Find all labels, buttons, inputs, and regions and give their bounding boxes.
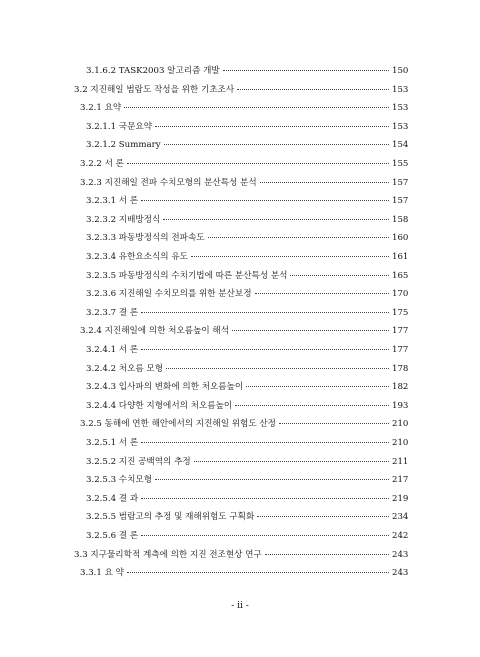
toc-entry-title: 3.2.4.3 입사파의 변화에 의한 처오름높이 xyxy=(86,382,244,393)
toc-entry-page: 160 xyxy=(392,233,409,244)
toc-entry-title: 3.2 지진해일 범람도 작성을 위한 기초조사 xyxy=(74,84,235,95)
toc-entry-title: 3.2.1 요약 xyxy=(80,103,122,114)
toc-entry-page: 217 xyxy=(392,475,409,486)
toc-dot-leader xyxy=(166,368,389,369)
toc-entry-page: 177 xyxy=(392,345,409,355)
toc-entry xyxy=(86,436,408,450)
toc-dot-leader xyxy=(124,107,389,108)
toc-entry-title: 3.2.5 동해에 연한 해안에서의 지진해일 위험도 산정 xyxy=(80,419,276,430)
toc-dot-leader xyxy=(257,516,389,517)
toc-dot-leader xyxy=(235,405,389,406)
toc-entry-title: 3.2.4.1 서 론 xyxy=(86,345,139,355)
toc-dot-leader xyxy=(279,423,389,424)
toc-entry-title: 3.2.3 지진해일 전파 수치모형의 분산특성 분석 xyxy=(80,177,257,188)
toc-entry-title: 3.2.3.4 유한요소식의 유도 xyxy=(86,252,188,262)
toc-entry xyxy=(86,343,408,357)
toc-dot-leader xyxy=(232,330,389,331)
toc-entry-page: 154 xyxy=(392,140,409,151)
toc-entry-title: 3.2.5.5 범람고의 추정 및 재해위험도 구획화 xyxy=(86,512,255,523)
toc-dot-leader xyxy=(194,461,389,462)
toc-dot-leader xyxy=(155,479,389,480)
toc-dot-leader xyxy=(164,144,389,145)
toc-entry-page: 165 xyxy=(392,270,409,281)
toc-entry-page: 157 xyxy=(392,177,409,188)
toc-entry-title: 3.2.4.2 처오름 모형 xyxy=(86,363,164,374)
toc-entry-title: 3.2.5.2 지진 공백역의 추정 xyxy=(86,456,191,467)
toc-entry xyxy=(86,455,408,469)
toc-dot-leader xyxy=(208,237,389,238)
toc-entry-page: 177 xyxy=(392,326,409,337)
toc-entry xyxy=(74,548,408,562)
toc-entry-page: 157 xyxy=(392,196,409,207)
toc-dot-leader xyxy=(237,89,389,90)
toc-entry-page: 153 xyxy=(392,103,409,114)
toc-dot-leader xyxy=(260,182,389,183)
toc-entry-page: 182 xyxy=(392,382,409,393)
toc-dot-leader xyxy=(141,535,389,536)
toc-dot-leader xyxy=(141,498,389,499)
toc-entry xyxy=(80,176,408,190)
toc-entry-page: 193 xyxy=(392,400,409,411)
toc-entry-title: 3.2.5.1 서 론 xyxy=(86,438,139,448)
toc-entry-page: 243 xyxy=(392,549,409,560)
toc-entry-page: 178 xyxy=(392,363,409,374)
toc-entry-page: 219 xyxy=(392,493,409,504)
toc-dot-leader xyxy=(163,219,389,220)
toc-entry-title: 3.2.3.5 파동방정식의 수치기법에 따른 분산특성 분석 xyxy=(86,270,288,281)
toc-entry xyxy=(86,250,408,264)
toc-entry xyxy=(80,101,408,115)
toc-entry-page: 242 xyxy=(392,531,409,541)
toc-entry xyxy=(80,566,408,580)
toc-dot-leader xyxy=(127,163,389,164)
toc-entry-page: 175 xyxy=(392,307,409,318)
toc-entry-page: 155 xyxy=(392,159,409,169)
toc-entry-title: 3.3.1 요 약 xyxy=(80,568,124,579)
toc-entry-page: 153 xyxy=(392,121,409,132)
toc-entry-title: 3.2.4 지진해일에 의한 처오름높이 해석 xyxy=(80,326,230,337)
toc-entry-title: 3.1.6.2 TASK2003 알고리즘 개발 xyxy=(86,66,220,76)
toc-entry-page: 210 xyxy=(392,419,409,430)
toc-dot-leader xyxy=(141,349,389,350)
toc-dot-leader xyxy=(155,126,389,127)
toc-entry xyxy=(86,231,408,245)
toc-dot-leader xyxy=(265,554,389,555)
toc-entry xyxy=(86,380,408,394)
toc-entry-title: 3.2.2 서 론 xyxy=(80,159,124,169)
toc-entry-title: 3.2.1.1 국문요약 xyxy=(86,121,153,132)
toc-entry xyxy=(80,157,408,171)
toc-entry-page: 211 xyxy=(392,456,409,467)
toc-entry-title: 3.2.3.1 서 론 xyxy=(86,196,139,207)
toc-dot-leader xyxy=(223,70,389,71)
toc-entry xyxy=(86,529,408,543)
toc-entry xyxy=(86,399,408,413)
toc-entry xyxy=(80,417,408,431)
toc-entry xyxy=(86,287,408,301)
toc-entry xyxy=(86,138,408,152)
toc-entry-page: 150 xyxy=(392,66,409,76)
toc-dot-leader xyxy=(255,293,389,294)
toc-entry-title: 3.2.3.2 지배방정식 xyxy=(86,214,161,225)
toc-entry xyxy=(86,492,408,506)
toc-entry-page: 170 xyxy=(392,289,409,300)
toc-entry-title: 3.2.3.7 결 론 xyxy=(86,307,139,318)
toc-entry xyxy=(86,306,408,320)
toc-entry-title: 3.2.4.4 다양한 지형에서의 처오름높이 xyxy=(86,400,233,411)
toc-entry-page: 153 xyxy=(392,84,409,95)
toc-entry xyxy=(86,362,408,376)
toc-entry xyxy=(86,269,408,283)
toc-dot-leader xyxy=(141,312,389,313)
toc-entry xyxy=(86,120,408,134)
toc-entry-page: 158 xyxy=(392,214,409,225)
toc-dot-leader xyxy=(127,572,389,573)
toc-entry xyxy=(86,213,408,227)
toc-entry xyxy=(86,510,408,524)
page-number-footer: - ii - xyxy=(231,601,249,611)
toc-entry-title: 3.2.3.6 지진해일 수치모의를 위한 분산보정 xyxy=(86,289,252,300)
toc-entry-page: 161 xyxy=(392,252,409,262)
toc-entry-title: 3.3 지구물리학적 계측에 의한 지진 전조현상 연구 xyxy=(74,549,262,560)
toc-entry-page: 243 xyxy=(392,568,409,579)
toc-entry-title: 3.2.1.2 Summary xyxy=(86,140,161,151)
toc-entry-title: 3.2.5.6 결 론 xyxy=(86,531,139,541)
toc-entry xyxy=(74,83,408,97)
toc-entry-title: 3.2.5.3 수치모형 xyxy=(86,475,153,486)
toc-entry xyxy=(86,194,408,208)
toc-entry-title: 3.2.3.3 파동방정식의 전파속도 xyxy=(86,233,205,244)
toc-entry-page: 234 xyxy=(392,512,409,523)
toc-dot-leader xyxy=(290,275,389,276)
toc-dot-leader xyxy=(246,386,389,387)
toc-dot-leader xyxy=(191,256,389,257)
toc-entry xyxy=(86,473,408,487)
toc-entry-title: 3.2.5.4 결 과 xyxy=(86,493,139,504)
toc-dot-leader xyxy=(141,442,389,443)
toc-entry xyxy=(80,324,408,338)
toc-entry xyxy=(86,64,408,78)
toc-entry-page: 210 xyxy=(392,438,409,448)
toc-dot-leader xyxy=(141,200,389,201)
